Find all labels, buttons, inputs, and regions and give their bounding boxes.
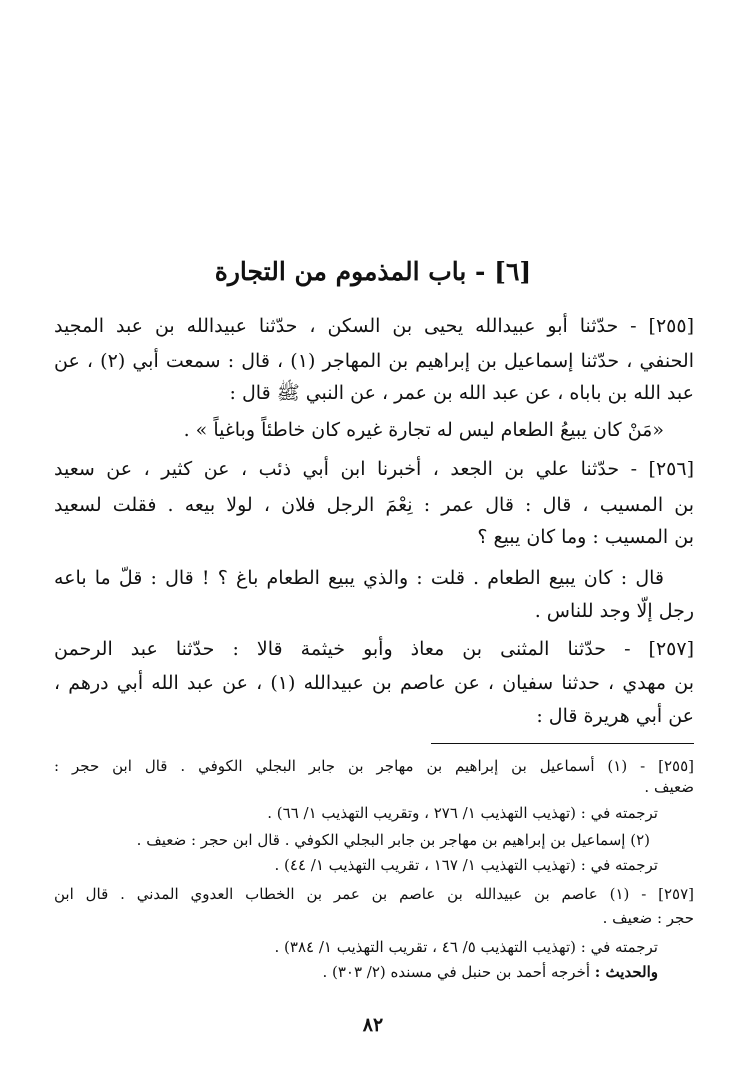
hadith-255-line-2: الحنفي ، حدّثنا إسماعيل بن إبراهيم بن المهاجر (١) ، قال : سمعت أبي (٢) ، عن <box>54 350 694 372</box>
hadith-256-line-4: قال : كان يبيع الطعام . قلت : والذي يبيع الطعام باغ ؟ ! قال : قلّ ما باعه <box>54 567 664 589</box>
hadith-256-line-2: بن المسيب ، قال : قال عمر : نِعْمَ الرجل فلان ، لولا بيعه . فقلت لسعيد <box>54 494 694 516</box>
footnote-255-2: (٢) إسماعيل بن إبراهيم بن مهاجر بن جابر البجلي الكوفي . قال ابن حجر : ضعيف . <box>136 831 650 849</box>
footnote-255-1: [٢٥٥] - (١) أسماعيل بن إبراهيم بن مهاجر بن جابر البجلي الكوفي . قال ابن حجر : <box>54 757 694 775</box>
hadith-257-line-2: بن مهدي ، حدثنا سفيان ، عن عاصم بن عبيدالله (١) ، عن عبد الله أبي درهم ، <box>54 672 694 694</box>
footnote-hadith-source <box>54 960 658 984</box>
hadith-257-line-3: عن أبي هريرة قال : <box>536 705 694 727</box>
hadith-257-line-1: [٢٥٧] - حدّثنا المثنى بن معاذ وأبو خيثمة قالا : حدّثنا عبد الرحمن <box>54 638 694 660</box>
hadith-255-line-4: «مَنْ كان يبيعُ الطعام ليس له تجارة غيره كان خاطئاً وباغياً » . <box>183 419 664 441</box>
footnote-255-2-translation: ترجمته في : (تهذيب التهذيب ١/ ١٦٧ ، تقريب التهذيب ١/ ٤٤) . <box>274 856 658 874</box>
footnote-hadith-label: والحديث : <box>594 963 658 981</box>
footnote-255-1-continued: ضعيف . <box>644 778 694 796</box>
hadith-256-line-5: رجل إلّا وجد للناس . <box>534 600 694 622</box>
chapter-title: [٦] - باب المذموم من التجارة <box>214 257 532 286</box>
page-number: ٨٢ <box>362 1014 384 1036</box>
footnote-255-1-translation: ترجمته في : (تهذيب التهذيب ١/ ٢٧٦ ، وتقريب التهذيب ١/ ٦٦) . <box>267 804 658 822</box>
hadith-255-line-3: عبد الله بن باباه ، عن عبد الله بن عمر ، عن النبي ﷺ قال : <box>229 382 694 404</box>
hadith-256-line-3: بن المسيب : وما كان يبيع ؟ <box>477 526 694 548</box>
footnote-257-1-translation: ترجمته في : (تهذيب التهذيب ٥/ ٤٦ ، تقريب التهذيب ١/ ٣٨٤) . <box>274 938 658 956</box>
footnote-separator <box>431 743 694 744</box>
hadith-256-line-1: [٢٥٦] - حدّثنا علي بن الجعد ، أخبرنا ابن أبي ذئب ، عن كثير ، عن سعيد <box>54 458 694 480</box>
footnote-hadith-text: أخرجه أحمد بن حنبل في مسنده (٢/ ٣٠٣) . <box>322 963 591 981</box>
footnote-257-1-continued: حجر : ضعيف . <box>602 909 694 927</box>
hadith-255-line-1: [٢٥٥] - حدّثنا أبو عبيدالله يحيى بن السكن ، حدّثنا عبيدالله بن عبد المجيد <box>54 315 694 337</box>
footnote-257-1: [٢٥٧] - (١) عاصم بن عبيدالله بن عاصم بن عمر بن الخطاب العدوي المدني . قال ابن <box>54 885 694 903</box>
